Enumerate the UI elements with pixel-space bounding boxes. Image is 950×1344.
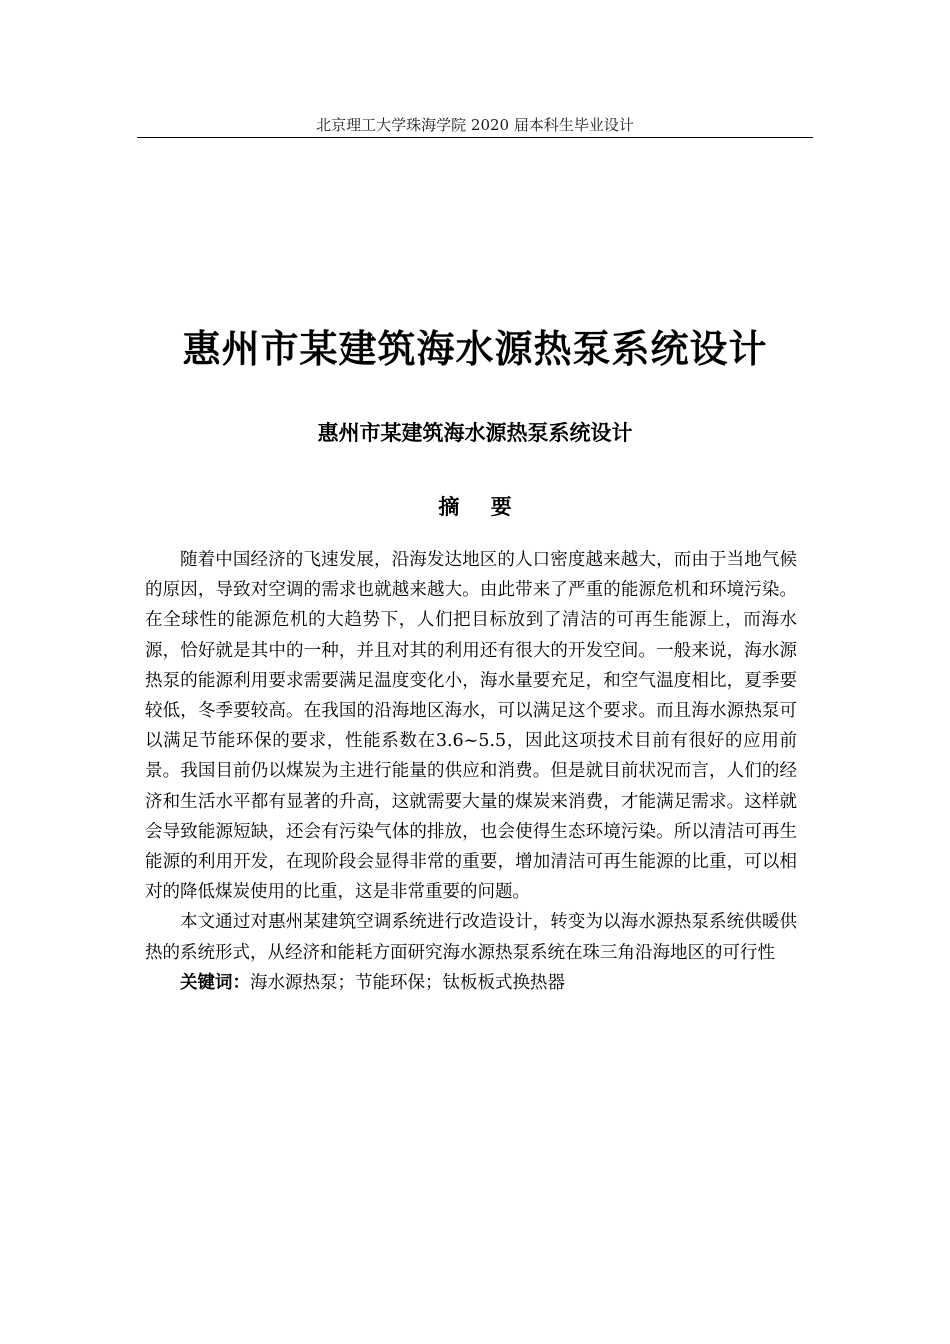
keywords-text: 海水源热泵；节能环保；钛板板式换热器 (250, 972, 565, 993)
document-subtitle: 惠州市某建筑海水源热泵系统设计 (317, 420, 633, 445)
abstract-heading: 摘 要 (438, 494, 524, 519)
abstract-paragraph-1: 随着中国经济的飞速发展，沿海发达地区的人口密度越来越大，而由于当地气候的原因，导致对空调的需求也就越来越大。由此带来了严重的能源危机和环境污染。在全球性的能源危机的大趋势下，人们把目标放到了清洁的可再生能源上，而海水源，恰好就是其中的一种，并且对其的利用还有很大的开发空间。一般来说，海水源热泵的能源利用要求需要满足温度变化小，海水量要充足，和空气温度相比，夏季要较低，冬季要较高。在我国的沿海地区海水，可以满足这个要求。而且海水源热泵可以满足节能环保的要求，性能系数在3.6~5.5，因此这项技术目前有很好的应用前景。我国目前仍以煤炭为主进行能量的供应和消费。但是就目前状况而言，人们的经济和生活水平都有显著的升高，这就需要大量的煤炭来消费，才能满足需求。这样就会导致能源短缺，还会有污染气体的排放，也会使得生态环境污染。所以清洁可再生能源的利用开发，在现阶段会显得非常的重要，增加清洁可再生能源的比重，可以相对的降低煤炭使用的比重，这是非常重要的问题。 (145, 550, 797, 903)
keywords-label: 关键词： (180, 972, 250, 993)
abstract-body (145, 545, 797, 998)
document-title: 惠州市某建筑海水源热泵系统设计 (182, 326, 768, 371)
keywords-line (145, 968, 797, 998)
page-header: 北京理工大学珠海学院 2020 届本科生毕业设计 (316, 116, 634, 134)
abstract-paragraph-2: 本文通过对惠州某建筑空调系统进行改造设计，转变为以海水源热泵系统供暖供热的系统形式，从经济和能耗方面研究海水源热泵系统在珠三角沿海地区的可行性 (145, 912, 797, 963)
header-divider (137, 137, 813, 138)
